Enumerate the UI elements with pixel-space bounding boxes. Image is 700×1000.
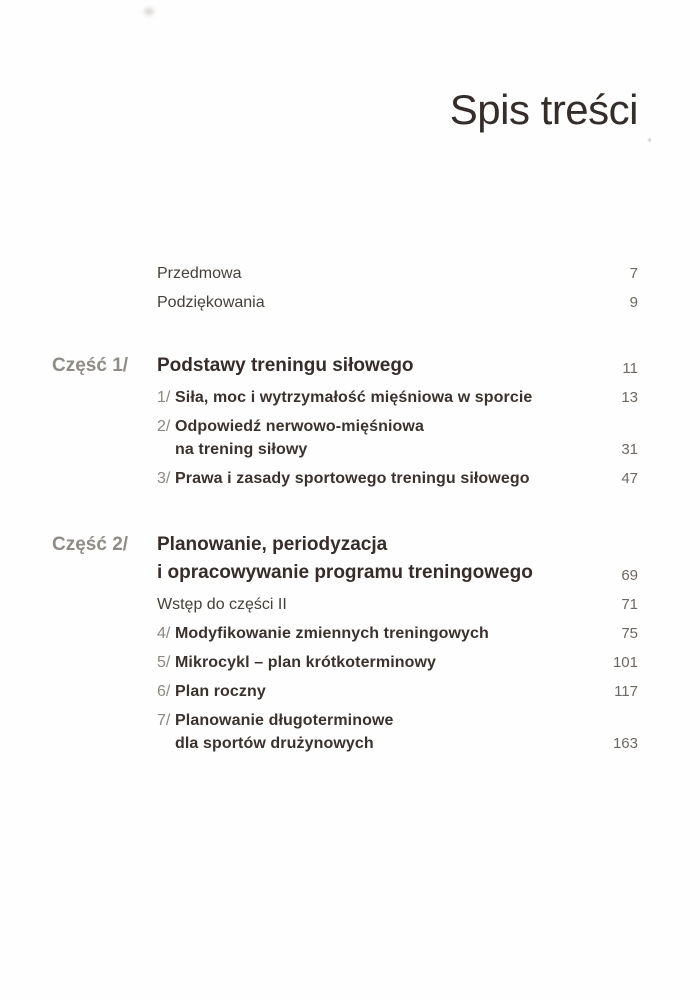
chapter-title-line: dla sportów drużynowych [175, 735, 374, 752]
chapter-number: 4/ [157, 625, 171, 642]
part-1-label: Część 1/ [52, 355, 129, 376]
entry-label: Podziękowania [157, 294, 265, 311]
chapter-title [175, 622, 489, 645]
part-1-title [157, 352, 414, 380]
toc-entry-chapter-2 [157, 412, 638, 464]
toc-entry-chapter-4 [157, 619, 638, 648]
page-number: 11 [622, 360, 638, 377]
part-1-heading [52, 349, 638, 383]
page-number: 31 [621, 441, 638, 458]
chapter-left [157, 622, 489, 645]
page-number: 47 [621, 470, 638, 487]
page-title: Spis treści [449, 86, 638, 133]
chapter-title-line: Siła, moc i wytrzymałość mięśniowa w sporcie [175, 389, 533, 406]
toc-entry-chapter-6 [157, 677, 638, 706]
chapter-title-line: Planowanie długoterminowe [175, 712, 394, 729]
toc-entry-chapter-3 [157, 464, 638, 493]
chapter-number: 1/ [157, 389, 171, 406]
chapter-title [175, 709, 394, 755]
toc-entry-podziekowania [157, 288, 638, 317]
chapter-left [157, 386, 532, 409]
chapter-left [157, 651, 436, 674]
chapter-title-line: Plan roczny [175, 683, 266, 700]
part-title-line: i opracowywanie programu treningowego [157, 562, 533, 583]
page-number: 9 [629, 294, 638, 311]
chapter-title [175, 467, 530, 490]
toc-entry-chapter-7 [157, 706, 638, 758]
chapter-number: 2/ [157, 418, 171, 435]
toc-entry-przedmowa [157, 259, 638, 288]
chapter-title-line: Modyfikowanie zmiennych treningowych [175, 625, 489, 642]
page-number: 71 [621, 596, 638, 613]
chapter-number: 6/ [157, 683, 171, 700]
chapter-title [175, 680, 266, 703]
chapter-left [157, 680, 266, 703]
page-number: 101 [612, 654, 638, 671]
page-number: 69 [621, 567, 638, 584]
toc-entry-chapter-5 [157, 648, 638, 677]
scan-artifact [648, 138, 651, 142]
chapter-number: 5/ [157, 654, 171, 671]
page-number: 75 [621, 625, 638, 642]
chapter-left [157, 467, 530, 490]
entry-label: Przedmowa [157, 265, 242, 282]
toc-entry-chapter-1 [157, 383, 638, 412]
part-title-line: Podstawy treningu siłowego [157, 355, 414, 376]
table-of-contents [52, 259, 638, 758]
entry-label: Wstęp do części II [157, 596, 287, 613]
chapter-left [157, 415, 424, 461]
chapter-title [175, 415, 424, 461]
chapter-left [157, 709, 394, 755]
chapter-title-line: Prawa i zasady sportowego treningu siłowego [175, 470, 530, 487]
page-number: 13 [621, 389, 638, 406]
part-2-title [157, 531, 533, 587]
page-number: 163 [612, 735, 638, 752]
part-title-line: Planowanie, periodyzacja [157, 534, 388, 555]
part-2-heading [52, 528, 638, 590]
scan-artifact [144, 8, 154, 15]
toc-entry-wstep [157, 590, 638, 619]
chapter-title-line: Odpowiedź nerwowo-mięśniowa [175, 418, 424, 435]
chapter-number: 3/ [157, 470, 171, 487]
part-2-label: Część 2/ [52, 534, 129, 555]
chapter-title-line: na trening siłowy [175, 441, 308, 458]
chapter-title-line: Mikrocykl – plan krótkoterminowy [175, 654, 437, 671]
chapter-title [175, 386, 532, 409]
chapter-number: 7/ [157, 712, 171, 729]
page-number: 7 [629, 265, 638, 282]
page-number: 117 [614, 683, 638, 700]
chapter-title [175, 651, 436, 674]
